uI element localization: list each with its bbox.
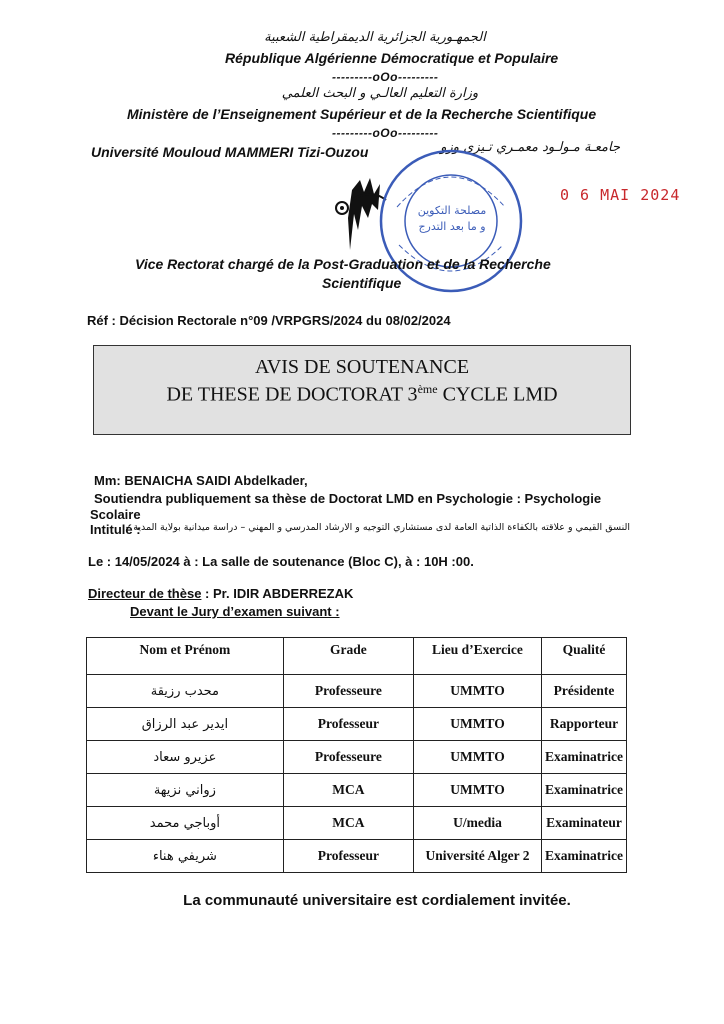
jury-grade: Professeure (283, 675, 413, 708)
university-french: Université Mouloud MAMMERI Tizi-Ouzou (91, 144, 369, 160)
table-row (87, 741, 627, 774)
director-value: : Pr. IDIR ABDERREZAK (201, 586, 354, 601)
thesis-title-label: Intitulé : (90, 522, 141, 537)
jury-grade: Professeur (283, 840, 413, 873)
candidate-name: Mm: BENAICHA SAIDI Abdelkader, (94, 473, 308, 488)
jury-lieu: UMMTO (413, 741, 541, 774)
jury-header-row (87, 638, 627, 675)
jury-lieu: Université Alger 2 (413, 840, 541, 873)
director-line (88, 586, 353, 601)
table-row (87, 807, 627, 840)
table-row (87, 840, 627, 873)
header-qualite: Qualité (542, 638, 627, 675)
table-row (87, 675, 627, 708)
stamp-text: مصلحة التكوين و ما بعد التدرج (417, 204, 487, 233)
vice-rectorat-line1: Vice Rectorat chargé de la Post-Graduation et de la Recherche (135, 256, 551, 272)
republic-arabic: الجمهـورية الجزائرية الديمقراطية الشعبية (264, 30, 486, 45)
jury-qualite: Examinatrice (542, 741, 627, 774)
jury-lieu: UMMTO (413, 774, 541, 807)
header-lieu: Lieu d’Exercice (413, 638, 541, 675)
separator-2: ---------oOo--------- (332, 126, 439, 140)
thesis-line2: Scolaire (90, 507, 141, 522)
jury-name: ايدير عبد الرزاق (87, 708, 284, 741)
reference: Réf : Décision Rectorale n°09 /VRPGRS/2024 du 08/02/2024 (87, 313, 451, 328)
jury-qualite: Examinatrice (542, 774, 627, 807)
jury-qualite: Examinatrice (542, 840, 627, 873)
jury-grade: MCA (283, 807, 413, 840)
vice-rectorat-line2: Scientifique (322, 275, 402, 291)
jury-table (86, 637, 627, 873)
ministry-french: Ministère de l’Enseignement Supérieur et de la Recherche Scientifique (127, 106, 597, 122)
jury-lieu: U/media (413, 807, 541, 840)
header-name: Nom et Prénom (87, 638, 284, 675)
notice-box (93, 345, 631, 435)
closing-invitation: La communauté universitaire est cordialement invitée. (183, 892, 571, 909)
jury-name: أوباجي محمد (87, 807, 284, 840)
defense-info: Le : 14/05/2024 à : La salle de soutenance (Bloc C), à : 10H :00. (88, 554, 474, 569)
jury-grade: MCA (283, 774, 413, 807)
separator-1: ---------oOo--------- (332, 70, 439, 84)
notice-title-line2 (94, 382, 630, 407)
jury-name: شريفي هناء (87, 840, 284, 873)
table-row (87, 708, 627, 741)
notice-line2-main: DE THESE DE DOCTORAT 3 (166, 383, 418, 406)
jury-qualite: Examinateur (542, 807, 627, 840)
thesis-title-arabic: النسق القيمي و علاقته بالكفاءة الذاتية العامة لدى مستشاري التوجيه و الارشاد المدرسي و المهني – دراسة ميدانية بولاية المدية – (125, 522, 630, 533)
notice-line2-end: CYCLE LMD (437, 383, 558, 406)
header-grade: Grade (283, 638, 413, 675)
jury-lieu: UMMTO (413, 675, 541, 708)
notice-title-line1: AVIS DE SOUTENANCE (254, 356, 470, 378)
jury-intro: Devant le Jury d’examen suivant : (130, 604, 340, 619)
jury-name: محدب رزيقة (87, 675, 284, 708)
date-stamp: 0 6 MAI 2024 (560, 186, 681, 204)
jury-qualite: Rapporteur (542, 708, 627, 741)
jury-grade: Professeure (283, 741, 413, 774)
republic-french: République Algérienne Démocratique et Populaire (225, 50, 559, 66)
jury-name: زواني نزيهة (87, 774, 284, 807)
director-label: Directeur de thèse (88, 586, 202, 601)
table-row (87, 774, 627, 807)
jury-qualite: Présidente (542, 675, 627, 708)
notice-line2-sup: ème (417, 382, 438, 396)
jury-lieu: UMMTO (413, 708, 541, 741)
jury-name: عزيرو سعاد (87, 741, 284, 774)
university-arabic: جامعـة مـولـود معمـري تـيزي وزو (440, 140, 620, 155)
official-stamp (377, 147, 525, 295)
jury-grade: Professeur (283, 708, 413, 741)
ministry-arabic: وزارة التعليم العالـي و البحث العلمي (281, 86, 479, 101)
thesis-line1: Soutiendra publiquement sa thèse de Doctorat LMD en Psychologie : Psychologie (94, 491, 602, 506)
